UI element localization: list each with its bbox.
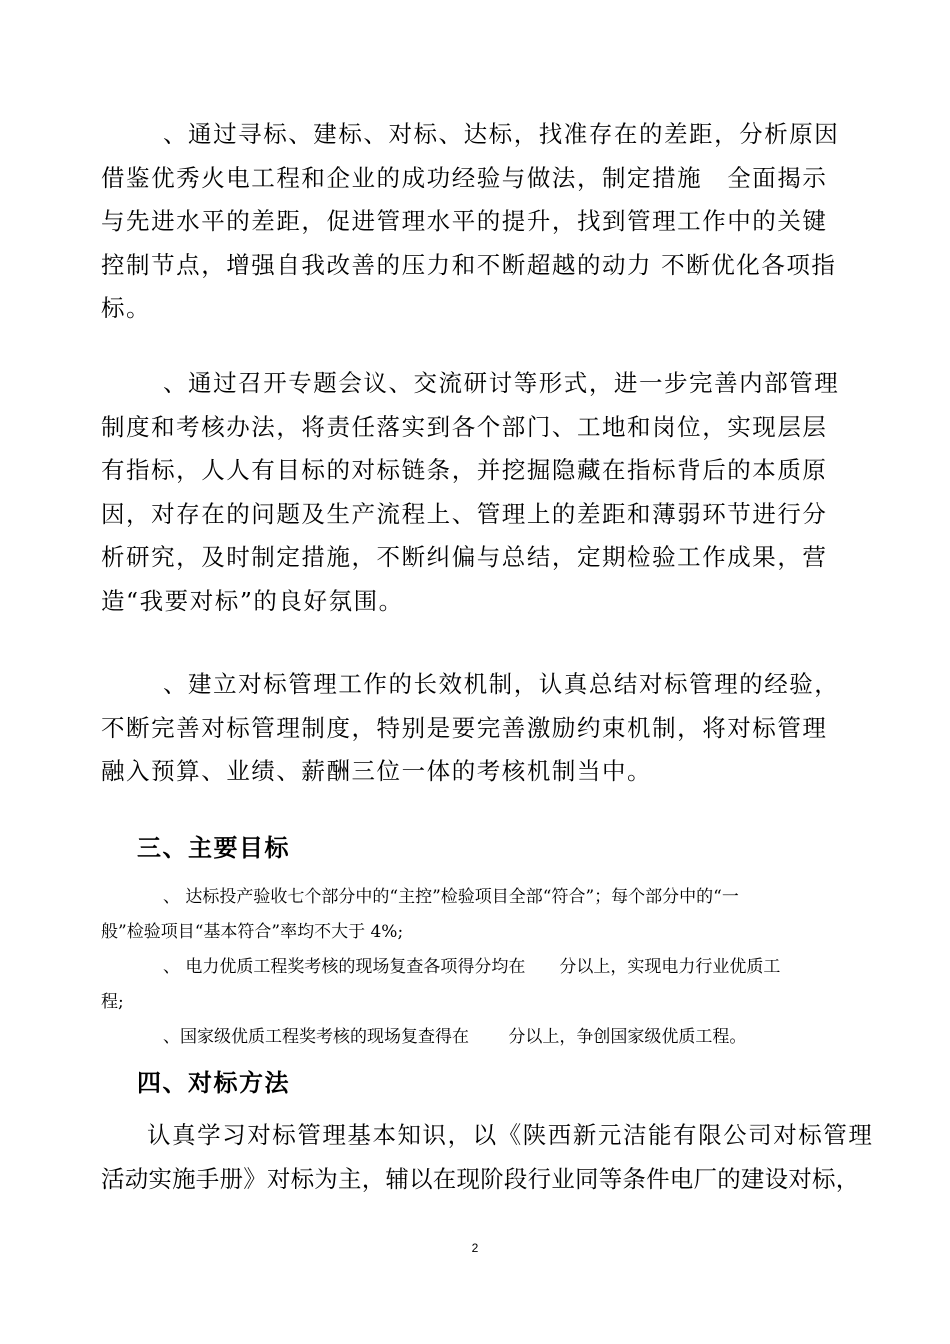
list-item [101, 1020, 853, 1055]
section-heading-methods: 四、对标方法 [137, 1069, 290, 1097]
paragraph-benchmarking [101, 113, 853, 331]
text-line: 、通过召开专题会议、交流研讨等形式，进一步完善内部管理 [163, 369, 840, 397]
text-line: 、建立对标管理工作的长效机制，认真总结对标管理的经验， [163, 670, 840, 698]
text-line: 造“我要对标”的良好氛围。 [101, 586, 404, 615]
text-line: 与先进水平的差距，促进管理水平的提升，找到管理工作中的关键 [101, 207, 828, 236]
paragraph-meetings [101, 362, 853, 624]
text-line: 因，对存在的问题及生产流程上、管理上的差距和薄弱环节进行分 [101, 499, 828, 528]
text-line: 、国家级优质工程奖考核的现场复查得在 分以上，争创国家级优质工程。 [163, 1027, 747, 1047]
text-line: 控制节点，增强自我改善的压力和不断超越的动力 不断优化各项指 [101, 250, 837, 279]
text-line: 、通过寻标、建标、对标、达标，找准存在的差距，分析原因 [163, 120, 840, 148]
text-line: 不断完善对标管理制度，特别是要完善激励约束机制，将对标管理 [101, 713, 828, 742]
paragraph-mechanism [101, 663, 853, 794]
text-line: 借鉴优秀火电工程和企业的成功经验与做法，制定措施 全面揭示 [101, 163, 828, 192]
text-line: 般”检验项目“基本符合”率均不大于 4%; [101, 922, 404, 942]
text-line: 析研究，及时制定措施，不断纠偏与总结，定期检验工作成果，营 [101, 543, 828, 572]
text-line: 程; [101, 992, 124, 1012]
text-line: 、 电力优质工程奖考核的现场复查各项得分均在 分以上，实现电力行业优质工 [163, 957, 781, 977]
text-line: 制度和考核办法，将责任落实到各个部门、工地和岗位，实现层层 [101, 412, 828, 441]
text-line: 活动实施手册》对标为主，辅以在现阶段行业同等条件电厂的建设对标， [101, 1164, 860, 1193]
list-item [101, 880, 853, 950]
text-line: 有指标，人人有目标的对标链条，并挖掘隐藏在指标背后的本质原 [101, 456, 828, 485]
paragraph-methods [101, 1114, 874, 1201]
text-line: 融入预算、业绩、薪酬三位一体的考核机制当中。 [101, 757, 653, 786]
goals-list [101, 880, 853, 1055]
list-item [101, 950, 853, 1020]
text-line: 标。 [101, 294, 152, 323]
text-line: 认真学习对标管理基本知识，以《陕西新元洁能有限公司对标管理 [147, 1121, 874, 1149]
section-heading-main-goals: 三、主要目标 [137, 834, 290, 862]
text-line: 、 达标投产验收七个部分中的“主控”检验项目全部“符合”；每个部分中的“一 [163, 887, 739, 907]
page-number: 2 [471, 1241, 479, 1255]
